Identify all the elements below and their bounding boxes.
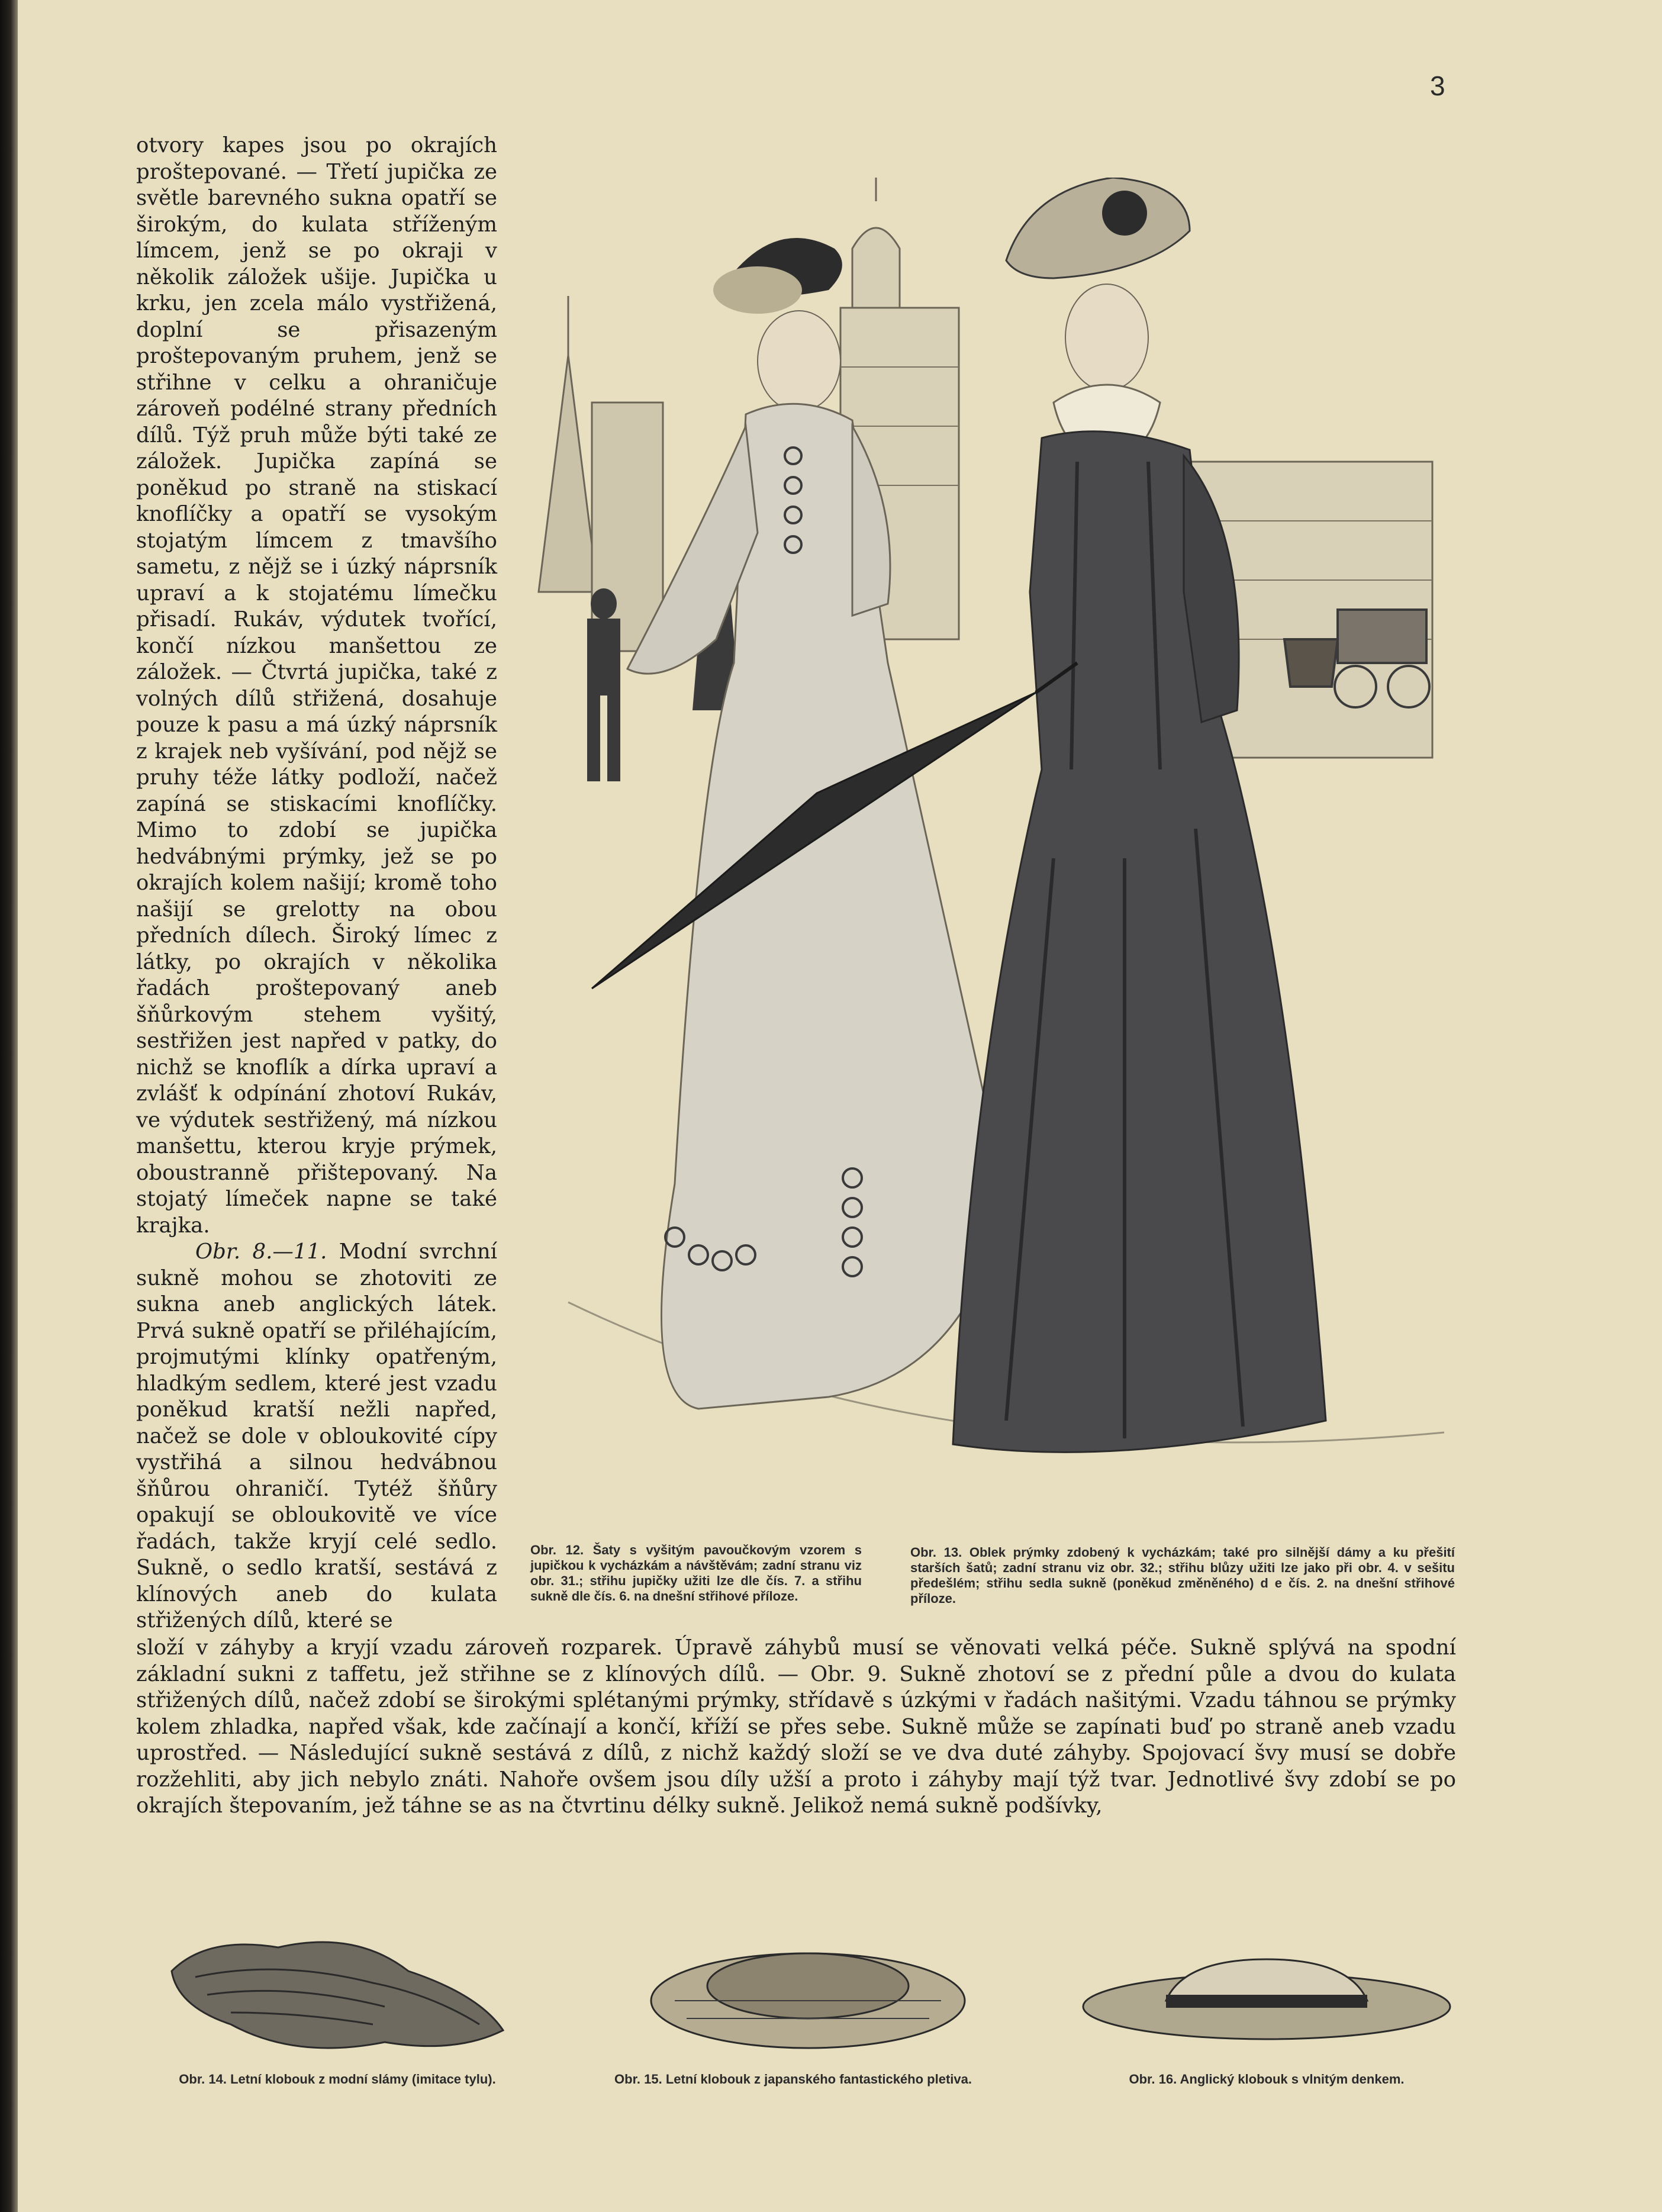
fashion-illustration	[521, 178, 1456, 1539]
caption-figure-16: Obr. 16. Anglický klobouk s vlnitým denkem.	[1129, 2072, 1405, 2087]
left-column-continued: Modní svrchní sukně mohou se zhotoviti ze sukna aneb anglických látek. Prvá sukně opatří se přiléhajícím, projmutými klínky opatřeným, hladkým sedlem, které jest vzadu poněkud kratší nežli napřed, načež se dole v obloukovité cípy vystřihá a silnou hedvábnou šňůrou ohraničí. Tytéž šňůry opakují se obloukovitě ve více řadách, takže kryjí celé sedlo. Sukně, o sedlo kratší, sestává z klínových aneb do kulata střižených dílů, které se	[136, 1239, 497, 1633]
page-number: 3	[1430, 70, 1445, 101]
caption-figure-14: Obr. 14. Letní klobouk z modní slámy (imitace tylu).	[179, 2072, 496, 2087]
hat-figure-16	[1077, 1947, 1456, 2048]
book-spine	[0, 0, 18, 2212]
full-width-text: složí v záhyby a kryjí vzadu zároveň rozparek. Úpravě záhybů musí se věnovati velká péče. Sukně splývá na spodní základní sukni z taffetu, jež střihne se z klínových dílů. — Obr. 9. Sukně zhotoví se z přední půle a dvou do kulata střižených dílů, načež zdobí se širokými splétanými prýmky, střídavě s úzkými v řadách našitými. Vzadu táhnou se prýmky kolem zhladka, napřed však, kde začínají a končí, kříží se přes sebe. Sukně může se zapínati buď po straně aneb vzadu uprostřed. — Následující sukně sestává z dílů, z nichž každý složí se ve dva duté záhyby. Spojovací švy musí se dobře rozžehliti, aby jich nebylo znáti. Nahoře ovšem jsou díly užší a proto i záhyby mají týž tvar. Jednotlivé švy zdobí se po okrajích štepovaním, jež táhne se as na čtvrtinu délky sukně. Jelikož nemá sukně podšívky,	[136, 1635, 1456, 1818]
left-column-paragraph-2	[136, 1239, 497, 1634]
left-column-paragraph: otvory kapes jsou po okrajích proštepované. — Třetí jupička ze světle barevného sukna opatří se širokým, do kulata stříženým límcem, jenž se po okraji v několik záložek ušije. Jupička u krku, jen zcela málo vystřižená, doplní se přisazeným proštepovaným pruhem, jenž se střihne v celku a ohraničuje zároveň podélné strany předních dílů. Týž pruh může býti také ze záložek. Jupička zapíná se poněkud po straně na stiskací knoflíčky a opatří se vysokým stojatým límcem z tmavšího sametu, z nějž se i úzký náprsník upraví a k stojatému límečku přisadí. Rukáv, výdutek tvořící, končí nízkou manšettou ze záložek. — Čtvrtá jupička, také z volných dílů střižená, dosahuje pouze k pasu a má úzký náprsník z krajek neb vyšívání, pod nějž se pruhy téže látky podloží, načež zapíná se stiskacími knoflíčky. Mimo to zdobí se jupička hedvábnými prýmky, jež se po okrajích kolem našijí; kromě toho našijí se grelotty na obou předních dílech. Široký límec z látky, po okrajích v několika řadách proštepovaný aneb šňůrkovým stehem vyšitý, sestřižen jest napřed v patky, do nichž se knoflík a dírka upraví a zvlášť k odpínání zhotoví Rukáv, ve výdutek sestřižený, má nízkou manšettu, kterou kryje prýmek, oboustranně přištepovaný. Na stojatý límeček napne se také krajka.	[136, 133, 497, 1238]
figure-reference: Obr. 8.—11.	[195, 1239, 327, 1264]
caption-figure-13: Obr. 13. Oblek prýmky zdobený k vycházkám; také pro silnější dámy a ku přešití starších šatů; zadní stranu viz obr. 32.; střihu blůzy užiti lze jako při obr. 4. v sešitu předešlém; střihu sedla sukně (poněkud změněného) d e čís. 2. na dnešní střihové příloze.	[910, 1545, 1455, 1606]
left-text-column	[136, 133, 497, 1633]
hat-figure-14	[160, 1912, 515, 2066]
caption-figure-12: Obr. 12. Šaty s vyšitým pavoučkovým vzorem s jupičkou k vycházkám a návštěvám; zadní stranu viz obr. 31.; střihu jupičky užiti lze dle čís. 7. a střihu sukně dle čís. 6. na dnešní střihové příloze.	[530, 1543, 862, 1604]
hat-figure-15	[639, 1936, 977, 2066]
caption-figure-15: Obr. 15. Letní klobouk z japanského fantastického pletiva.	[614, 2072, 972, 2087]
woman-dark-dress	[953, 178, 1326, 1452]
